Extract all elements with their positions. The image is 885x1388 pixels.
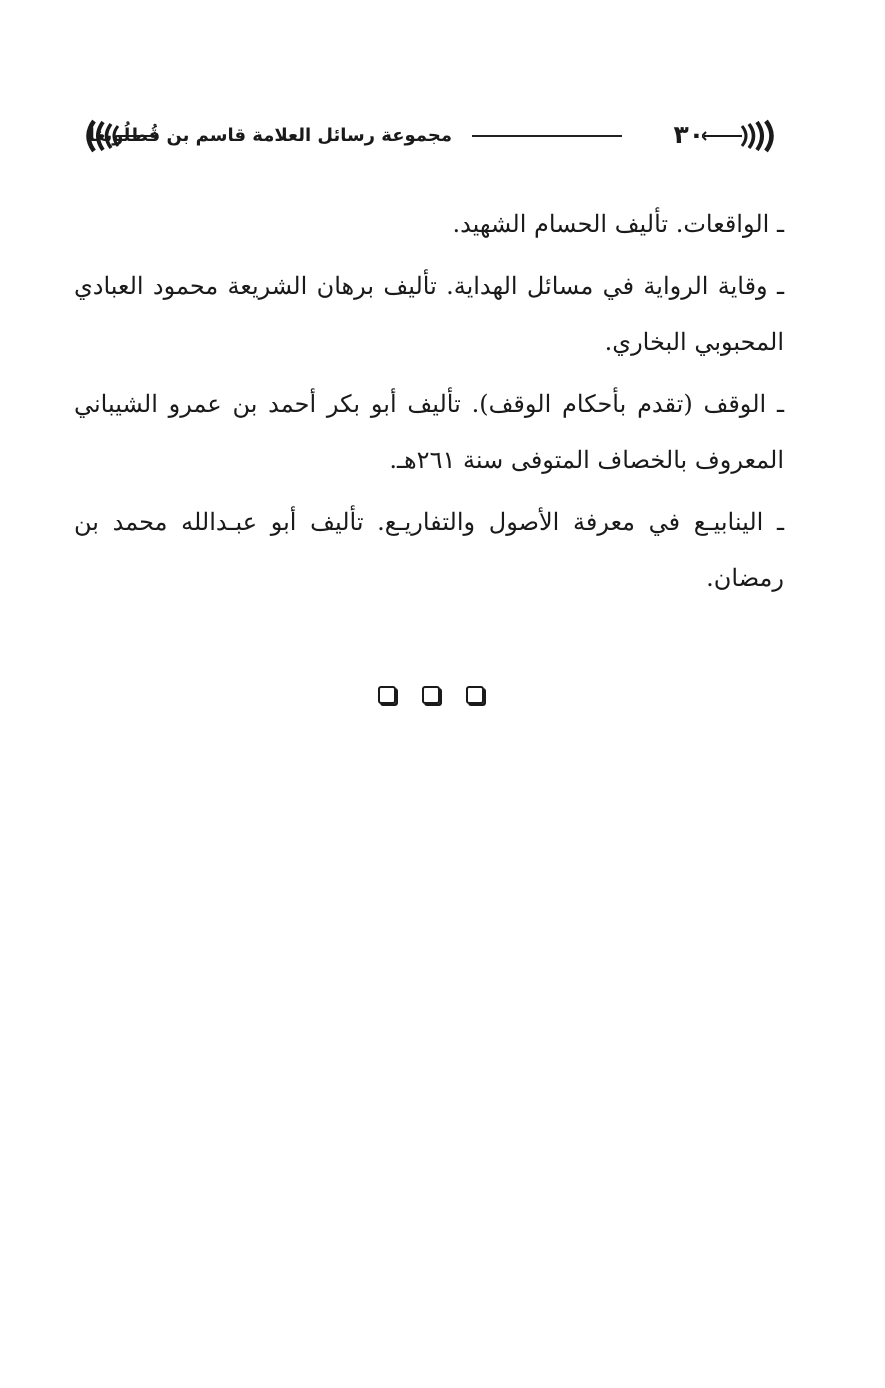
running-title: مجموعة رسائل العلامة قاسم بن قُطلُوبغا [88,125,452,146]
header-ornament-right-icon [702,118,782,154]
page-header [78,118,782,154]
page-number: ٣٠ [673,120,704,149]
square-bullet-icon [378,686,396,704]
header-ornament-left-icon [78,118,158,154]
square-bullet-icon [466,686,484,704]
square-bullet-icon [422,686,440,704]
section-end-marks [378,686,484,710]
header-rule [472,135,622,137]
bibliography-entry: ـ وقاية الرواية في مسائل الهداية. تأليف برهان الشريعة محمود العبادي المحبوبي البخاري. [74,272,784,356]
bibliography-entry: ـ الوقف (تقدم بأحكام الوقف). تأليف أبو بكر أحمد بن عمرو الشيباني المعروف بالخصاف المتوفى سنة ٢٦١هـ. [74,390,784,474]
bibliography-entry: ـ الينابيـع في معرفة الأصول والتفاريـع. تأليف أبو عبـدالله محمد بن رمضان. [74,508,784,592]
bibliography-entry: ـ الواقعات. تأليف الحسام الشهيد. [452,210,784,238]
bibliography-list [74,196,784,612]
